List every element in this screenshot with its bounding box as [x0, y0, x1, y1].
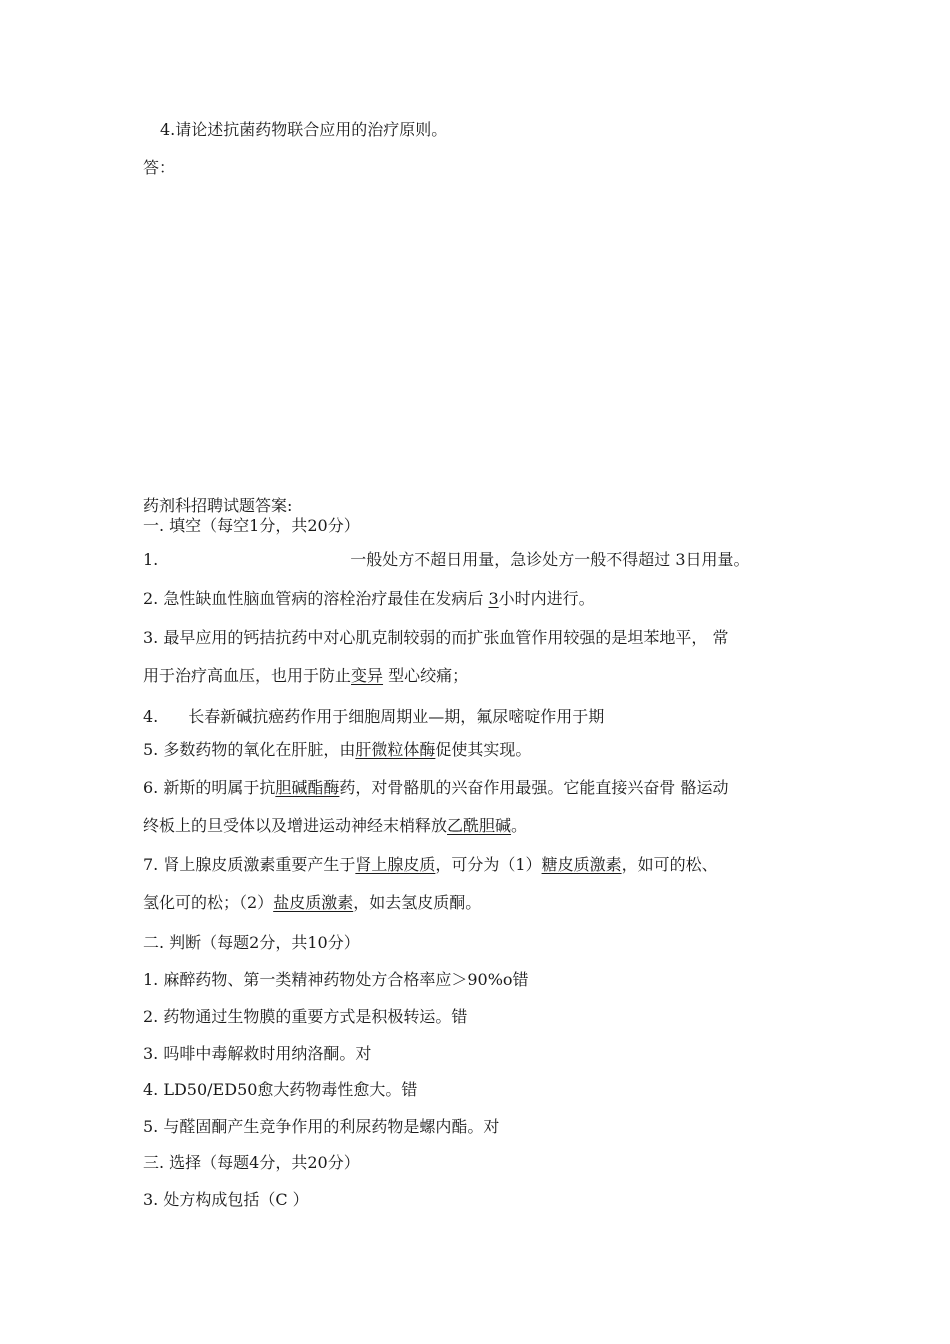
fill-item-3-line1: 3. 最早应用的钙拮抗药中对心肌克制较弱的而扩张血管作用较强的是坦苯地平， 常 [143, 628, 729, 647]
choice-item-3: 3. 处方构成包括（C ） [143, 1190, 309, 1209]
fill-item-7-line1 [143, 855, 718, 875]
fill-item-7-pre: 7. 肾上腺皮质激素重要产生于 [143, 855, 356, 874]
fill-item-1-text: 一般处方不超日用量，急诊处方一般不得超过 3日用量。 [350, 550, 750, 569]
fill-item-4-text: 长春新碱抗癌药作用于细胞周期业—期，氟尿嘧啶作用于期 [188, 707, 605, 726]
fill-item-2 [143, 589, 595, 609]
fill-item-4-number: 4. [143, 707, 159, 726]
fill-item-3-pre: 用于治疗高血压，也用于防止 [143, 666, 352, 685]
fill-item-2-pre: 2. 急性缺血性脑血管病的溶栓治疗最佳在发病后 [143, 589, 489, 608]
fill-item-6-answer-2: 乙酰胆碱 [447, 816, 512, 835]
fill-item-6-mid: 药，对骨骼肌的兴奋作用最强。它能直接兴奋骨 骼运动 [339, 778, 729, 797]
fill-item-5-pre: 5. 多数药物的氧化在肝脏，由 [143, 740, 356, 759]
fill-item-3-answer: 变异 [351, 666, 384, 685]
section2-heading: 二. 判断（每题2分，共10分） [143, 933, 360, 952]
fill-item-7-line2 [143, 893, 481, 913]
section3-heading: 三. 选择（每题4分，共20分） [143, 1153, 360, 1172]
fill-item-7-answer-1: 肾上腺皮质 [355, 855, 436, 874]
fill-item-2-post: 小时内进行。 [498, 589, 595, 608]
fill-item-7-post: ，如可的松、 [621, 855, 718, 874]
fill-item-6-line2-pre: 终板上的旦受体以及增进运动神经末梢释放 [143, 816, 448, 835]
judge-item-3: 3. 吗啡中毒解救时用纳洛酮。对 [143, 1044, 372, 1063]
fill-item-5-post: 促使其实现。 [435, 740, 532, 759]
fill-item-3-post: 型心绞痛； [383, 666, 469, 685]
judge-item-4: 4. LD50/ED50愈大药物毒性愈大。错 [143, 1080, 418, 1099]
fill-item-6-answer-1: 胆碱酯酶 [275, 778, 340, 797]
fill-item-6-line1 [143, 778, 728, 798]
fill-item-4 [143, 707, 604, 727]
fill-item-3-line2 [143, 666, 468, 686]
fill-item-1 [143, 550, 750, 570]
fill-item-7-answer-3: 盐皮质激素 [273, 893, 354, 912]
fill-item-1-number: 1. [143, 550, 159, 569]
section1-heading: 一. 填空（每空1分，共20分） [143, 516, 360, 535]
answer-label: 答： [143, 158, 176, 177]
question-4: 4.请论述抗菌药物联合应用的治疗原则。 [160, 120, 448, 139]
fill-item-7-answer-2: 糖皮质激素 [541, 855, 622, 874]
fill-item-2-answer: 3 [488, 589, 499, 608]
fill-item-6-post: 。 [511, 816, 528, 835]
fill-item-5 [143, 740, 531, 760]
fill-item-7-mid: ，可分为（1） [435, 855, 542, 874]
judge-item-1: 1. 麻醉药物、第一类精神药物处方合格率应＞90%o错 [143, 970, 529, 989]
fill-item-7-line2-pre: 氢化可的松；（2） [143, 893, 274, 912]
judge-item-5: 5. 与醛固酮产生竞争作用的利尿药物是螺内酯。对 [143, 1117, 500, 1136]
fill-item-6-line2 [143, 816, 527, 836]
fill-item-5-answer: 肝微粒体酶 [355, 740, 436, 759]
fill-item-7-line2-post: ，如去氢皮质酮。 [353, 893, 482, 912]
judge-item-2: 2. 药物通过生物膜的重要方式是积极转运。错 [143, 1007, 468, 1026]
fill-item-6-pre: 6. 新斯的明属于抗 [143, 778, 276, 797]
answer-key-title: 药剂科招聘试题答案: [143, 496, 293, 515]
